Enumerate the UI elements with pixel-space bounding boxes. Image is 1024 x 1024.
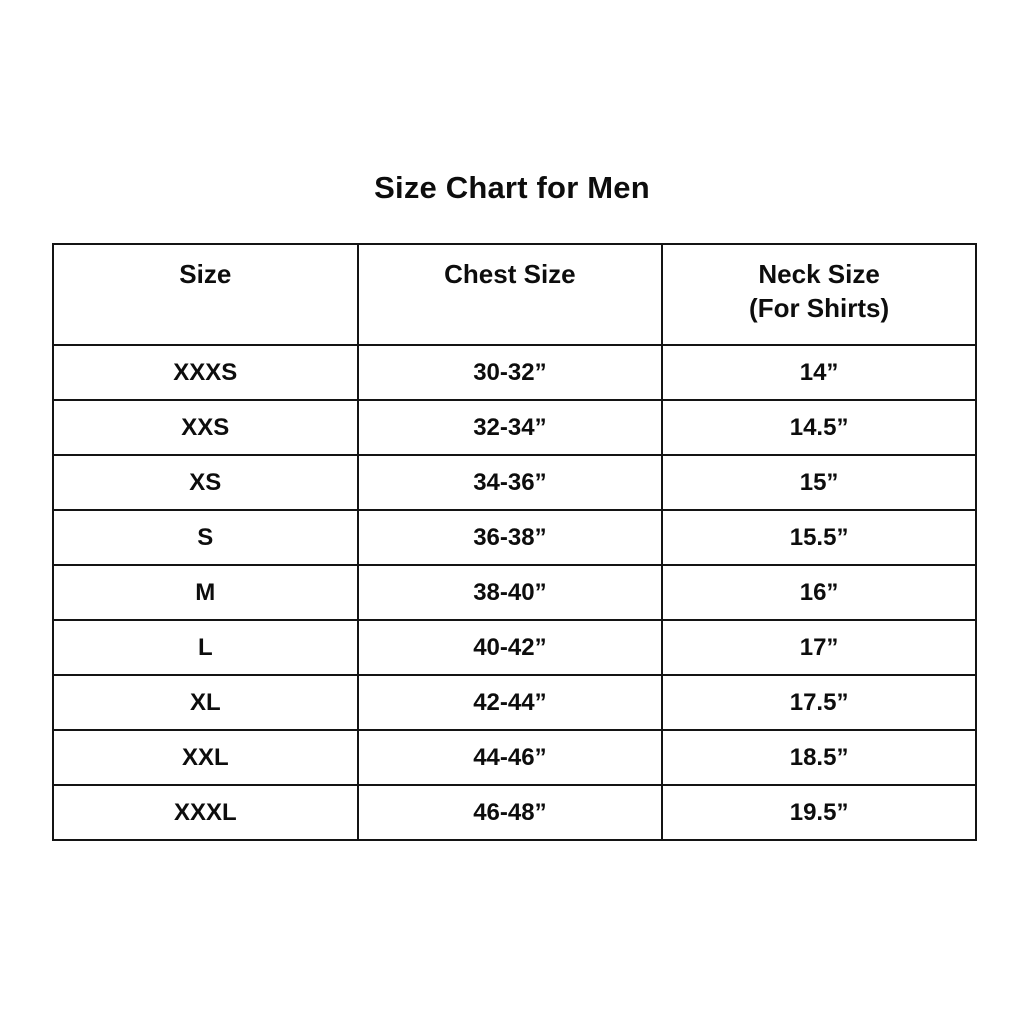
- size-cell: XXXS: [53, 345, 358, 400]
- header-row: [53, 244, 976, 345]
- chest-cell: 40-42”: [358, 620, 663, 675]
- size-cell: S: [53, 510, 358, 565]
- neck-cell: 14.5”: [662, 400, 976, 455]
- table-row: [53, 400, 976, 455]
- column-header-neck-sublabel: (For Shirts): [749, 292, 890, 323]
- chest-cell: 42-44”: [358, 675, 663, 730]
- column-header-neck-label: Neck Size: [758, 259, 880, 289]
- table-row: [53, 345, 976, 400]
- size-cell: M: [53, 565, 358, 620]
- table-row: [53, 565, 976, 620]
- neck-cell: 15”: [662, 455, 976, 510]
- table-row: [53, 620, 976, 675]
- size-table-header: [53, 244, 976, 345]
- table-row: [53, 730, 976, 785]
- chest-cell: 34-36”: [358, 455, 663, 510]
- column-header-chest-label: Chest Size: [444, 259, 576, 289]
- chest-cell: 38-40”: [358, 565, 663, 620]
- column-header-size: [53, 244, 358, 345]
- size-cell: XS: [53, 455, 358, 510]
- chest-cell: 36-38”: [358, 510, 663, 565]
- chest-cell: 46-48”: [358, 785, 663, 840]
- column-header-neck: [662, 244, 976, 345]
- chest-cell: 44-46”: [358, 730, 663, 785]
- size-cell: XXL: [53, 730, 358, 785]
- neck-cell: 17”: [662, 620, 976, 675]
- size-cell: XXS: [53, 400, 358, 455]
- table-row: [53, 675, 976, 730]
- neck-cell: 18.5”: [662, 730, 976, 785]
- size-cell: L: [53, 620, 358, 675]
- neck-cell: 16”: [662, 565, 976, 620]
- table-row: [53, 785, 976, 840]
- neck-cell: 14”: [662, 345, 976, 400]
- size-table-body: [53, 345, 976, 840]
- page-title: Size Chart for Men: [374, 170, 650, 205]
- chest-cell: 30-32”: [358, 345, 663, 400]
- table-row: [53, 510, 976, 565]
- neck-cell: 15.5”: [662, 510, 976, 565]
- neck-cell: 17.5”: [662, 675, 976, 730]
- neck-cell: 19.5”: [662, 785, 976, 840]
- column-header-size-label: Size: [179, 259, 232, 289]
- size-cell: XXXL: [53, 785, 358, 840]
- column-header-chest: [358, 244, 663, 345]
- chest-cell: 32-34”: [358, 400, 663, 455]
- table-row: [53, 455, 976, 510]
- size-chart-table: [52, 243, 977, 841]
- size-cell: XL: [53, 675, 358, 730]
